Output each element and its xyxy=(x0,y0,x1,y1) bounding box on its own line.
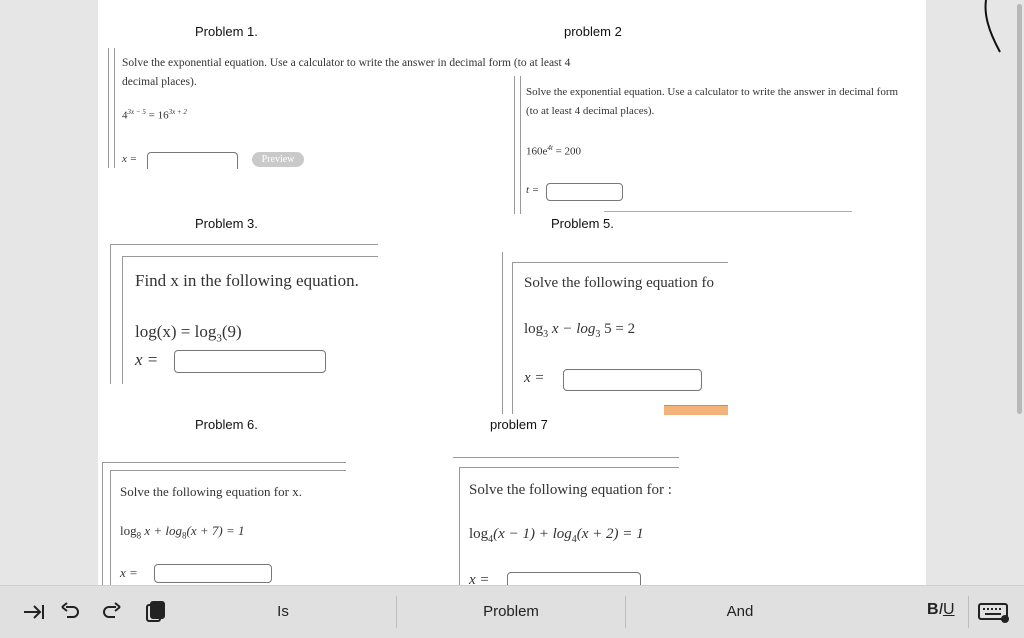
problem-6-answer-input[interactable] xyxy=(154,564,272,583)
suggestion-3[interactable]: And xyxy=(726,603,754,620)
problem-7-answer-label: x = xyxy=(469,572,490,585)
problem-1-answer-label: x = xyxy=(122,153,138,165)
eq-c: (x + 2) = 1 xyxy=(576,526,644,542)
problem-6-frame-left xyxy=(102,462,103,585)
eq-equals: = xyxy=(148,109,155,122)
problem-7-frame-top xyxy=(453,457,679,458)
problem-7-equation xyxy=(469,526,644,545)
eq-b-sub: 8 xyxy=(182,530,187,541)
eq-exp-left: 3x − 5 xyxy=(127,108,146,116)
problem-1-instruction: Solve the exponential equation. Use a calculator to write the answer in decimal form (to at least 4 decimal places). xyxy=(122,57,571,88)
problem-6-answer-label: x = xyxy=(120,565,138,580)
problem-6-instruction: Solve the following equation for x. xyxy=(120,484,302,499)
problem-5-frame-left xyxy=(502,252,503,414)
eq-c: 5 = 2 xyxy=(604,321,636,337)
problem-6-frame-top xyxy=(102,462,346,463)
suggestion-1[interactable]: Is xyxy=(277,603,289,620)
eq-b: x − log xyxy=(551,321,596,337)
underline-icon: U xyxy=(943,601,955,618)
eq-exp: 4t xyxy=(547,144,553,152)
problem-2-frame-inner xyxy=(520,76,521,214)
problem-2-heading: problem 2 xyxy=(564,24,622,39)
eq-arg: (9) xyxy=(221,322,242,341)
eq-sub: 3 xyxy=(216,332,222,345)
keyboard-shortcut-bar xyxy=(0,585,1024,638)
problem-2-answer-input[interactable] xyxy=(546,183,623,201)
eq-a-sub: 3 xyxy=(543,329,549,340)
eq-b: x + log xyxy=(144,523,183,538)
format-separator xyxy=(968,596,969,628)
problem-2-frame-left xyxy=(514,76,515,214)
eq-c: (x + 7) = 1 xyxy=(186,523,245,538)
problem-7-frame-inner-top xyxy=(459,467,679,468)
eq-main: log(x) = log xyxy=(135,322,217,341)
eq-a: log xyxy=(120,523,137,538)
clipboard-icon[interactable] xyxy=(143,600,167,624)
problem-3-heading: Problem 3. xyxy=(195,216,258,231)
pen-stroke xyxy=(980,0,1010,56)
eq-rest: = 200 xyxy=(555,145,582,158)
problem-1-heading: Problem 1. xyxy=(195,24,258,39)
bold-icon: B xyxy=(927,601,939,618)
problem-7-answer-input[interactable] xyxy=(507,572,641,585)
problem-5-frame-inner xyxy=(512,262,513,414)
vertical-scrollbar[interactable] xyxy=(1017,4,1022,414)
problem-3-instruction: Find x in the following equation. xyxy=(135,271,359,290)
eq-b: (x − 1) + log xyxy=(493,526,572,542)
eq-base-right: 16 xyxy=(157,109,169,122)
eq-coef: 160e xyxy=(526,145,548,158)
right-margin xyxy=(926,0,1024,585)
problem-1-answer-input[interactable] xyxy=(147,152,238,169)
problem-7-heading: problem 7 xyxy=(490,417,548,432)
eq-b-sub: 4 xyxy=(571,534,577,545)
problem-3-answer-input[interactable] xyxy=(174,350,326,373)
problem-7-frame-inner xyxy=(459,467,460,585)
italic-icon: I xyxy=(938,601,944,618)
keyboard-icon[interactable] xyxy=(978,600,1010,624)
problem-3-frame-left xyxy=(110,244,111,384)
eq-exp-right: 3x + 2 xyxy=(168,108,187,116)
problem-5-frame-top xyxy=(512,262,728,263)
problem-3-frame-inner xyxy=(122,256,123,384)
eq-a: log xyxy=(524,321,544,337)
eq-base-left: 4 xyxy=(122,109,128,122)
undo-icon[interactable] xyxy=(58,600,82,624)
problem-2-answer-label: t = xyxy=(526,184,540,196)
problem-6-frame-inner xyxy=(110,470,111,585)
problem-7-instruction: Solve the following equation for : xyxy=(469,482,672,498)
problem-5-heading: Problem 5. xyxy=(551,216,614,231)
problem-5-answer-input[interactable] xyxy=(563,369,702,391)
problem-1-preview-button[interactable]: Preview xyxy=(252,152,304,167)
document-page xyxy=(98,0,926,585)
problem-1-frame-inner xyxy=(114,48,115,168)
problem-1-equation xyxy=(122,108,187,122)
orange-divider-1 xyxy=(604,211,852,212)
text-format-button[interactable] xyxy=(927,601,955,619)
redo-icon[interactable] xyxy=(100,600,124,624)
problem-3-frame-top xyxy=(110,244,378,245)
problem-6-frame-inner-top xyxy=(110,470,346,471)
problem-5-equation xyxy=(524,321,635,340)
problem-1-frame-left xyxy=(108,48,109,168)
problem-5-instruction: Solve the following equation fo xyxy=(524,275,714,291)
eq-a-sub: 4 xyxy=(488,534,494,545)
problem-5-answer-label: x = xyxy=(524,370,545,386)
problem-6-heading: Problem 6. xyxy=(195,417,258,432)
orange-tab xyxy=(664,405,728,415)
suggestion-separator-1 xyxy=(396,596,397,628)
eq-a-sub: 8 xyxy=(136,530,142,541)
problem-2-instruction: Solve the exponential equation. Use a calculator to write the answer in decimal form (to at least 4 decimal places). xyxy=(526,86,899,117)
suggestion-2[interactable]: Problem xyxy=(483,603,539,620)
problem-3-answer-label: x = xyxy=(135,350,159,369)
problem-2-equation xyxy=(526,144,581,158)
eq-b-sub: 3 xyxy=(595,329,601,340)
problem-3-frame-inner-top xyxy=(122,256,378,257)
eq-a: log xyxy=(469,526,489,542)
suggestion-separator-2 xyxy=(625,596,626,628)
tab-icon[interactable] xyxy=(22,600,46,624)
problem-6-equation xyxy=(120,523,245,541)
problem-3-equation xyxy=(135,322,242,344)
